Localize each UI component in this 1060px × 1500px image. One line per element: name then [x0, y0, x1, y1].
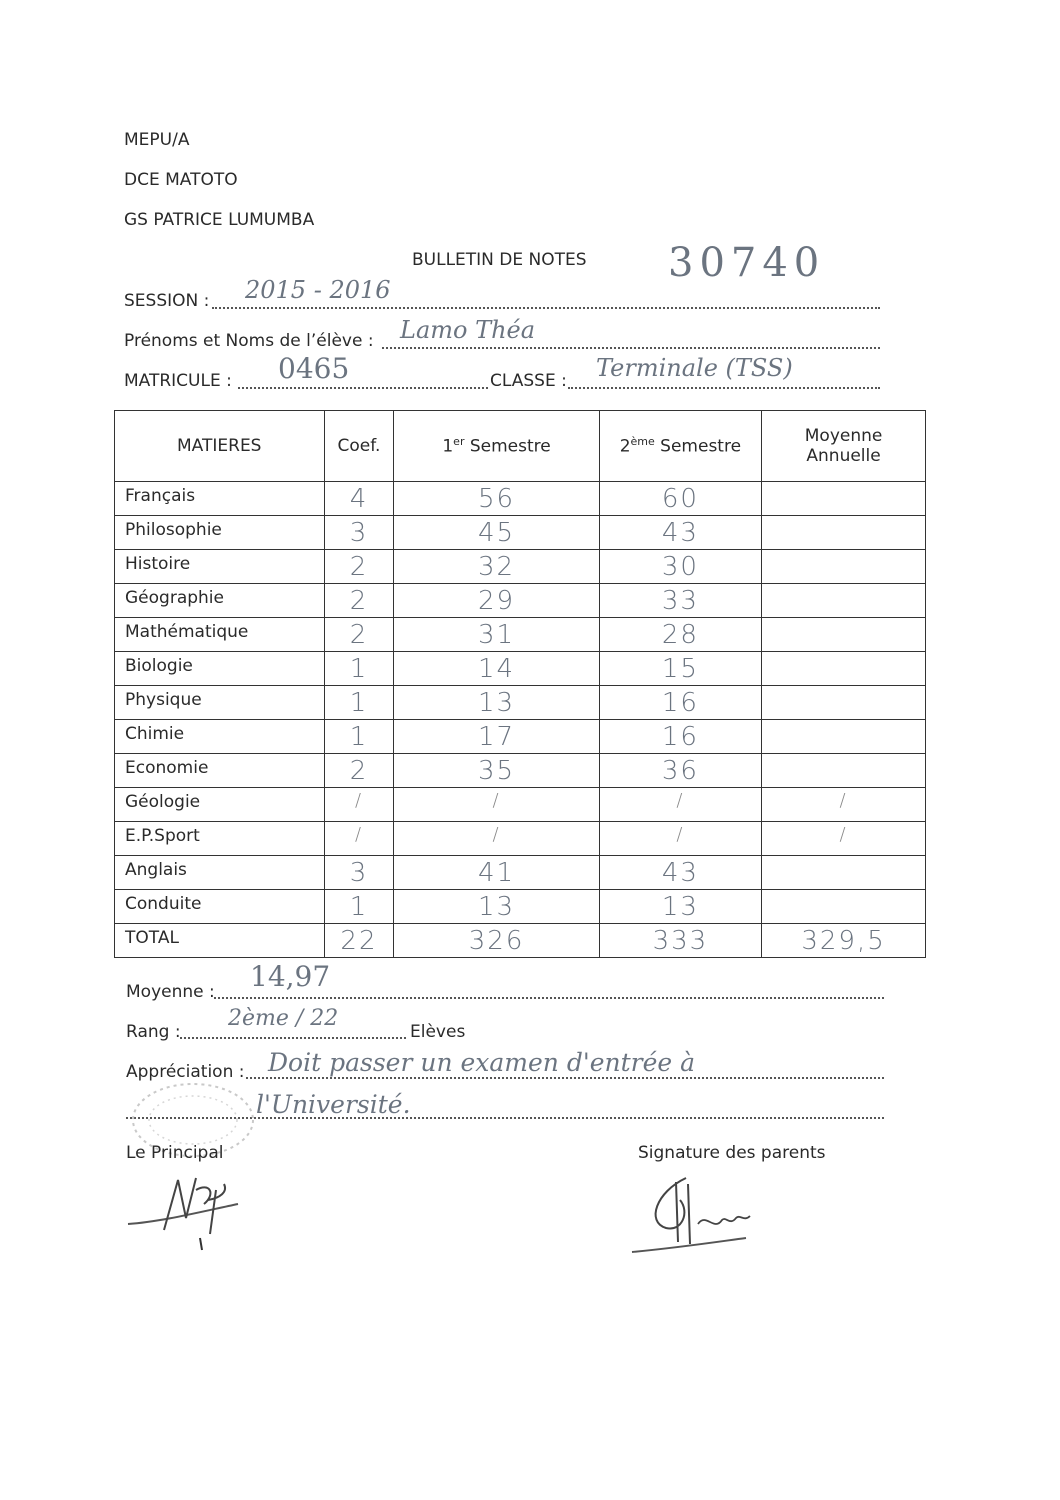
semester-1-cell [394, 754, 599, 788]
table-row [115, 516, 926, 550]
subject-cell [115, 754, 325, 788]
coef-cell [324, 788, 394, 822]
annual-average-cell [762, 924, 926, 958]
subject-value: Chimie [125, 724, 185, 744]
annual-average-cell [762, 720, 926, 754]
rang-label: Rang : [126, 1022, 181, 1042]
document-title: BULLETIN DE NOTES [412, 250, 587, 270]
subject-cell [115, 550, 325, 584]
semester-2-value: 36 [661, 756, 699, 786]
semester-2-cell [599, 516, 761, 550]
coef-cell [324, 856, 394, 890]
coef-value: 1 [349, 892, 369, 922]
coef-value: 2 [349, 552, 369, 582]
classe-value: Terminale (TSS) [596, 354, 793, 382]
subject-value: Conduite [125, 894, 202, 914]
table-row [115, 788, 926, 822]
semester-1-value: 45 [478, 518, 516, 548]
semester-1-value: / [492, 790, 501, 811]
subject-value: Physique [125, 690, 202, 710]
semester-2-cell [599, 924, 761, 958]
semester-2-cell [599, 890, 761, 924]
coef-value: 3 [349, 858, 369, 888]
table-row [115, 618, 926, 652]
semester-2-value: 28 [661, 620, 699, 650]
coef-cell [324, 924, 394, 958]
semester-2-value: 60 [661, 484, 699, 514]
subject-cell [115, 652, 325, 686]
subject-cell [115, 516, 325, 550]
annual-average-cell [762, 788, 926, 822]
semester-1-cell [394, 924, 599, 958]
semester-2-cell [599, 482, 761, 516]
semester-2-value: / [676, 824, 685, 845]
semester-1-value: 14 [478, 654, 516, 684]
subject-value: Géographie [125, 588, 224, 608]
student-name-value: Lamo Théa [400, 316, 536, 344]
semester-2-value: 15 [661, 654, 699, 684]
annual-average-cell [762, 618, 926, 652]
semester-2-cell [599, 822, 761, 856]
annual-average-cell [762, 856, 926, 890]
semester-2-value: 43 [661, 518, 699, 548]
header-annual-line2: Annuelle [806, 446, 881, 466]
subject-cell [115, 856, 325, 890]
semester-1-value: / [492, 824, 501, 845]
semester-1-cell [394, 856, 599, 890]
school-name: GS PATRICE LUMUMBA [124, 210, 315, 230]
annual-average-cell [762, 652, 926, 686]
student-label: Prénoms et Noms de l’élève : [124, 331, 374, 351]
table-row [115, 720, 926, 754]
semester-1-cell [394, 652, 599, 686]
annual-average-cell [762, 754, 926, 788]
annual-average-cell [762, 482, 926, 516]
header-semester-2-text: Semestre [654, 436, 742, 457]
semester-1-cell [394, 720, 599, 754]
annual-average-cell [762, 822, 926, 856]
header-semester-1-text: Semestre [464, 436, 551, 457]
subject-cell [115, 822, 325, 856]
principal-label: Le Principal [126, 1143, 224, 1163]
subject-value: Economie [125, 758, 209, 778]
semester-1-value: 35 [478, 756, 516, 786]
annual-average-value: / [839, 790, 848, 811]
annual-average-cell [762, 584, 926, 618]
table-row [115, 890, 926, 924]
annual-average-cell [762, 550, 926, 584]
semester-1-cell [394, 822, 599, 856]
semester-1-cell [394, 788, 599, 822]
header-annual-line1: Moyenne [804, 426, 883, 446]
header-subjects: MATIERES [115, 411, 325, 482]
subject-value: Histoire [125, 554, 191, 574]
semester-1-cell [394, 516, 599, 550]
header-semester-2 [599, 411, 761, 482]
semester-1-value: 32 [478, 552, 516, 582]
ministry-label: MEPU/A [124, 130, 190, 150]
coef-value: 2 [349, 620, 369, 650]
semester-2-value: 16 [661, 722, 699, 752]
coef-value: / [354, 790, 364, 811]
table-row [115, 924, 926, 958]
header-semester-2-sup: ème [630, 435, 655, 449]
student-dotted-line [382, 347, 880, 349]
coef-cell [324, 890, 394, 924]
header-semester-1 [394, 411, 599, 482]
semester-1-value: 13 [478, 892, 516, 922]
annual-average-cell [762, 890, 926, 924]
appreciation-text-line2: l'Université. [256, 1090, 411, 1119]
semester-1-value: 17 [478, 722, 516, 752]
subject-cell [115, 890, 325, 924]
subject-value: Anglais [125, 860, 187, 880]
coef-cell [324, 516, 394, 550]
subject-value: E.P.Sport [125, 826, 200, 846]
semester-1-value: 29 [478, 586, 516, 616]
coef-value: 2 [349, 586, 369, 616]
coef-value: 1 [349, 722, 369, 752]
document-number: 30740 [668, 240, 826, 286]
annual-average-value: / [839, 824, 848, 845]
semester-2-cell [599, 584, 761, 618]
semester-2-cell [599, 652, 761, 686]
coef-value: / [354, 824, 364, 845]
semester-1-cell [394, 890, 599, 924]
header-semester-2-number: 2 [619, 436, 631, 457]
semester-1-value: 13 [478, 688, 516, 718]
moyenne-label: Moyenne : [126, 982, 215, 1002]
classe-label: CLASSE : [490, 371, 567, 391]
semester-2-value: 43 [661, 858, 699, 888]
semester-2-cell [599, 618, 761, 652]
parents-signature-label: Signature des parents [638, 1143, 826, 1163]
semester-2-value: 333 [652, 926, 709, 956]
semester-2-cell [599, 754, 761, 788]
subject-value: TOTAL [125, 928, 179, 948]
table-row [115, 856, 926, 890]
semester-2-value: 13 [661, 892, 699, 922]
semester-1-value: 56 [478, 484, 516, 514]
semester-2-value: 16 [661, 688, 699, 718]
rang-value: 2ème / 22 [228, 1006, 339, 1031]
semester-1-value: 41 [478, 858, 516, 888]
subject-value: Biologie [125, 656, 193, 676]
annual-average-cell [762, 516, 926, 550]
header-semester-1-number: 1 [442, 436, 454, 457]
grades-table [114, 410, 926, 958]
coef-cell [324, 652, 394, 686]
semester-2-value: 30 [661, 552, 699, 582]
coef-value: 1 [349, 654, 369, 684]
appreciation-label: Appréciation : [126, 1062, 245, 1082]
header-semester-1-sup: er [453, 435, 465, 449]
semester-2-value: / [676, 790, 685, 811]
coef-cell [324, 584, 394, 618]
semester-2-cell [599, 856, 761, 890]
classe-dotted-line [568, 387, 880, 389]
coef-value: 3 [349, 518, 369, 548]
principal-signature-icon [120, 1160, 260, 1260]
coef-cell [324, 720, 394, 754]
subject-value: Géologie [125, 792, 201, 812]
semester-1-cell [394, 686, 599, 720]
subject-cell [115, 788, 325, 822]
table-header-row [115, 411, 926, 482]
table-row [115, 822, 926, 856]
coef-cell [324, 618, 394, 652]
semester-2-cell [599, 788, 761, 822]
appreciation-dotted-line-1 [246, 1077, 884, 1079]
subject-value: Français [125, 486, 196, 506]
table-row [115, 584, 926, 618]
table-row [115, 754, 926, 788]
annual-average-cell [762, 686, 926, 720]
session-label: SESSION : [124, 291, 210, 311]
coef-cell [324, 686, 394, 720]
appreciation-text-line1: Doit passer un examen d'entrée à [268, 1048, 696, 1077]
moyenne-dotted-line [214, 997, 884, 999]
subject-cell [115, 584, 325, 618]
matricule-label: MATRICULE : [124, 371, 232, 391]
table-row [115, 686, 926, 720]
semester-2-cell [599, 550, 761, 584]
semester-2-value: 33 [661, 586, 699, 616]
subject-value: Mathématique [125, 622, 249, 642]
table-row [115, 482, 926, 516]
matricule-value: 0465 [278, 352, 350, 385]
header-coef: Coef. [324, 411, 394, 482]
table-row [115, 550, 926, 584]
matricule-dotted-line [238, 387, 488, 389]
subject-cell [115, 720, 325, 754]
header-annual-average [762, 411, 926, 482]
semester-2-cell [599, 686, 761, 720]
subject-cell [115, 686, 325, 720]
moyenne-value: 14,97 [250, 960, 331, 993]
semester-2-cell [599, 720, 761, 754]
annual-average-value: 329,5 [801, 926, 886, 956]
coef-value: 22 [340, 926, 378, 956]
semester-1-cell [394, 482, 599, 516]
coef-cell [324, 822, 394, 856]
session-value: 2015 - 2016 [245, 276, 391, 304]
coef-cell [324, 550, 394, 584]
table-row [115, 652, 926, 686]
subject-cell [115, 618, 325, 652]
coef-value: 1 [349, 688, 369, 718]
coef-cell [324, 754, 394, 788]
subject-cell [115, 924, 325, 958]
coef-value: 4 [349, 484, 369, 514]
direction-label: DCE MATOTO [124, 170, 238, 190]
semester-1-cell [394, 550, 599, 584]
subject-cell [115, 482, 325, 516]
coef-cell [324, 482, 394, 516]
subject-value: Philosophie [125, 520, 222, 540]
rang-dotted-line [180, 1037, 406, 1039]
semester-1-cell [394, 618, 599, 652]
rang-suffix: Elèves [410, 1022, 466, 1042]
semester-1-cell [394, 584, 599, 618]
session-dotted-line [212, 307, 880, 309]
semester-1-value: 31 [478, 620, 516, 650]
semester-1-value: 326 [468, 926, 525, 956]
parents-signature-icon [626, 1172, 776, 1262]
coef-value: 2 [349, 756, 369, 786]
